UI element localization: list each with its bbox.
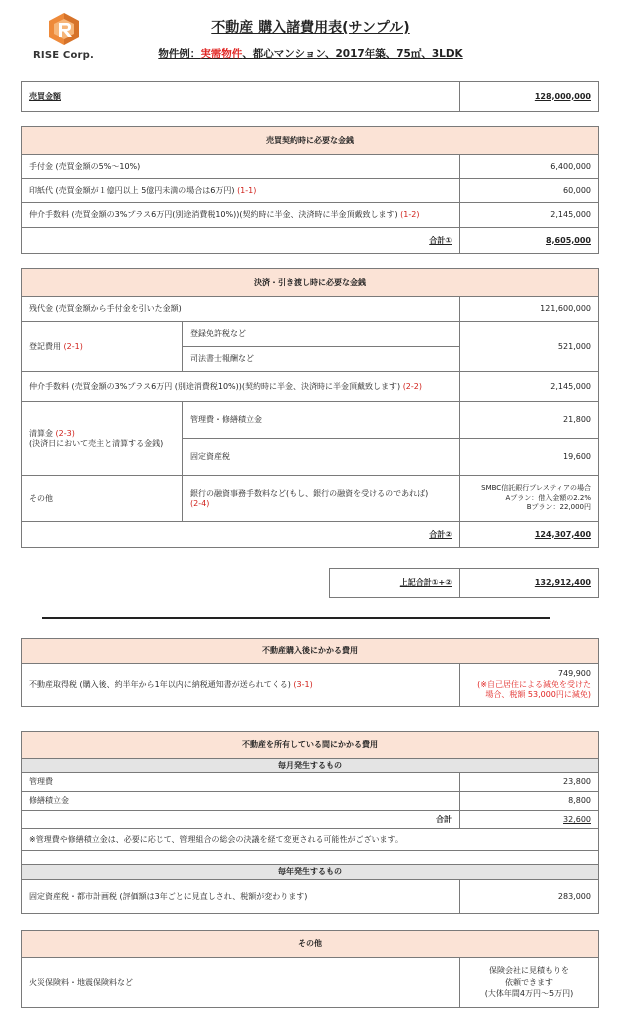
contract-row-label <box>22 155 460 179</box>
monthly-total-row <box>22 811 599 829</box>
table-row <box>22 880 599 914</box>
grand-total-row <box>330 569 599 598</box>
monthly-total-label: 合計 <box>22 811 460 829</box>
settlement-header: 決済・引き渡し時に必要な金銭 <box>22 269 599 297</box>
others-header: その他 <box>22 931 599 958</box>
brokerage-value: 2,145,000 <box>460 372 599 402</box>
contract-row-value: 6,400,000 <box>460 155 599 179</box>
other-desc-text: 銀行の融資事務手数料など(もし、銀行の融資を受けるのであれば) <box>190 488 429 498</box>
table-row <box>22 664 599 707</box>
registration-item: 司法書士報酬など <box>183 347 460 372</box>
contract-row-ref: (1-2) <box>400 210 420 219</box>
insurance-label: 火災保険料・地震保険料など <box>22 958 460 1008</box>
adjustment-item-label: 固定資産税 <box>183 439 460 476</box>
page-title <box>0 17 621 37</box>
contract-row-label <box>22 179 460 203</box>
adjustment-item-value: 21,800 <box>460 402 599 439</box>
balance-label: 残代金 (売買金額から手付金を引いた金額) <box>22 297 460 322</box>
registration-ref: (2-1) <box>63 341 83 351</box>
other-value <box>460 476 599 522</box>
other-ref: (2-4) <box>190 498 210 508</box>
monthly-note: ※管理費や修繕積立金は、必要に応じて、管理組合の総会の決議を経て変更される可能性がございます。 <box>22 829 599 851</box>
adjustment-note: (決済日において売主と清算する金銭) <box>29 438 164 448</box>
after-purchase-table <box>21 638 599 707</box>
price-label: 売買金額 <box>22 82 460 112</box>
monthly-item-value: 23,800 <box>460 773 599 792</box>
contract-row-value: 60,000 <box>460 179 599 203</box>
table-row <box>22 203 599 228</box>
yearly-item-value: 283,000 <box>460 880 599 914</box>
price-table <box>21 81 599 112</box>
insurance-value <box>460 958 599 1008</box>
contract-total-label: 合計① <box>22 228 460 254</box>
contract-row-label <box>22 203 460 228</box>
subtitle-prefix: 物件例： <box>158 48 201 60</box>
table-row <box>22 297 599 322</box>
registration-value: 521,000 <box>460 322 599 372</box>
table-row <box>22 402 599 439</box>
table-row <box>22 179 599 203</box>
table-row <box>22 792 599 811</box>
grand-total-table <box>329 568 599 598</box>
adjustment-item-label: 管理費・修繕積立金 <box>183 402 460 439</box>
table-row <box>22 155 599 179</box>
contract-row-value: 2,145,000 <box>460 203 599 228</box>
monthly-item-value: 8,800 <box>460 792 599 811</box>
registration-label <box>22 322 183 372</box>
monthly-header: 毎月発生するもの <box>22 759 599 773</box>
owning-table <box>21 731 599 914</box>
yearly-item-label: 固定資産税・都市計画税 (評価額は3年ごとに見直しされ、税額が変わります) <box>22 880 460 914</box>
other-desc <box>183 476 460 522</box>
yearly-header: 毎年発生するもの <box>22 865 599 880</box>
spacer-row <box>22 851 599 865</box>
adjustment-label <box>22 402 183 476</box>
contract-row-ref: (1-1) <box>237 185 257 195</box>
others-table <box>21 930 599 1008</box>
insurance-value-line: (大体年間4万円～5万円) <box>484 989 574 999</box>
settlement-total-value: 124,307,400 <box>460 522 599 548</box>
acquisition-tax-label <box>22 664 460 707</box>
acquisition-tax-note: (※自己居住による減免を受けた <box>477 679 591 689</box>
settlement-table <box>21 268 599 548</box>
acquisition-tax-note: 場合、税額 53,000円に減免) <box>485 690 591 700</box>
grand-total-label: 上記合計①+② <box>330 569 460 598</box>
other-value-line: SMBC信託銀行プレスティアの場合 <box>481 484 592 493</box>
brokerage-label <box>22 372 460 402</box>
owning-header: 不動産を所有している間にかかる費用 <box>22 732 599 759</box>
contract-row-text: 仲介手数料 (売買金額の3%プラス6万円(別途消費税10%))(契約時に半金、決済時に半金頂戴致します) <box>29 210 401 219</box>
contract-row-text: 印紙代 (売買金額が１億円以上 5億円未満の場合は6万円) <box>29 185 238 195</box>
acquisition-tax-ref: (3-1) <box>293 680 313 689</box>
price-row <box>22 82 599 112</box>
table-row <box>22 958 599 1008</box>
grand-total-value: 132,912,400 <box>460 569 599 598</box>
acquisition-tax-value <box>460 664 599 707</box>
monthly-total-value: 32,600 <box>460 811 599 829</box>
contract-total-value: 8,605,000 <box>460 228 599 254</box>
contract-row-text: 手付金 (売買金額の5%～10%) <box>29 161 141 171</box>
adjustment-item-value: 19,600 <box>460 439 599 476</box>
contract-header: 売買契約時に必要な金銭 <box>22 127 599 155</box>
monthly-item-label: 管理費 <box>22 773 460 792</box>
settlement-total-label: 合計② <box>22 522 460 548</box>
other-label: その他 <box>22 476 183 522</box>
table-row <box>22 322 599 347</box>
other-value-line: Aプラン：借入金額の2.2% <box>505 493 592 502</box>
adjustment-text: 清算金 <box>29 428 56 438</box>
subtitle-highlight: 実需物件 <box>200 48 243 60</box>
contract-table <box>21 126 599 254</box>
adjustment-ref: (2-3) <box>55 428 75 438</box>
acquisition-tax-text: 不動産取得税 (購入後、約半年から1年以内に納税通知書が送られてくる) <box>29 680 294 689</box>
after-purchase-header: 不動産購入後にかかる費用 <box>22 639 599 664</box>
monthly-item-label: 修繕積立金 <box>22 792 460 811</box>
contract-total-row <box>22 228 599 254</box>
section-divider <box>42 617 550 619</box>
price-value: 128,000,000 <box>460 82 599 112</box>
page-title-text: 不動産 購入諸費用表(サンプル) <box>211 20 410 36</box>
insurance-value-line: 保険会社に見積もりを <box>489 966 569 976</box>
balance-value: 121,600,000 <box>460 297 599 322</box>
acquisition-tax-amount: 749,900 <box>557 669 591 679</box>
insurance-value-line: 依頼できます <box>505 977 553 987</box>
subtitle-rest: 、都心マンション、2017年築、75㎡、3LDK <box>242 48 463 60</box>
table-row <box>22 372 599 402</box>
logo-text: RISE Corp. <box>33 50 95 61</box>
other-value-line: Bプラン：22,000円 <box>526 503 592 512</box>
table-row <box>22 476 599 522</box>
brokerage-ref: (2-2) <box>402 381 422 391</box>
brokerage-text: 仲介手数料 (売買金額の3%プラス6万円 (別途消費税10%))(契約時に半金、決済時に半金頂戴致します) <box>29 381 403 391</box>
registration-item: 登録免許税など <box>183 322 460 347</box>
page-subtitle <box>0 46 621 61</box>
registration-text: 登記費用 <box>29 341 64 351</box>
settlement-total-row <box>22 522 599 548</box>
table-row <box>22 773 599 792</box>
